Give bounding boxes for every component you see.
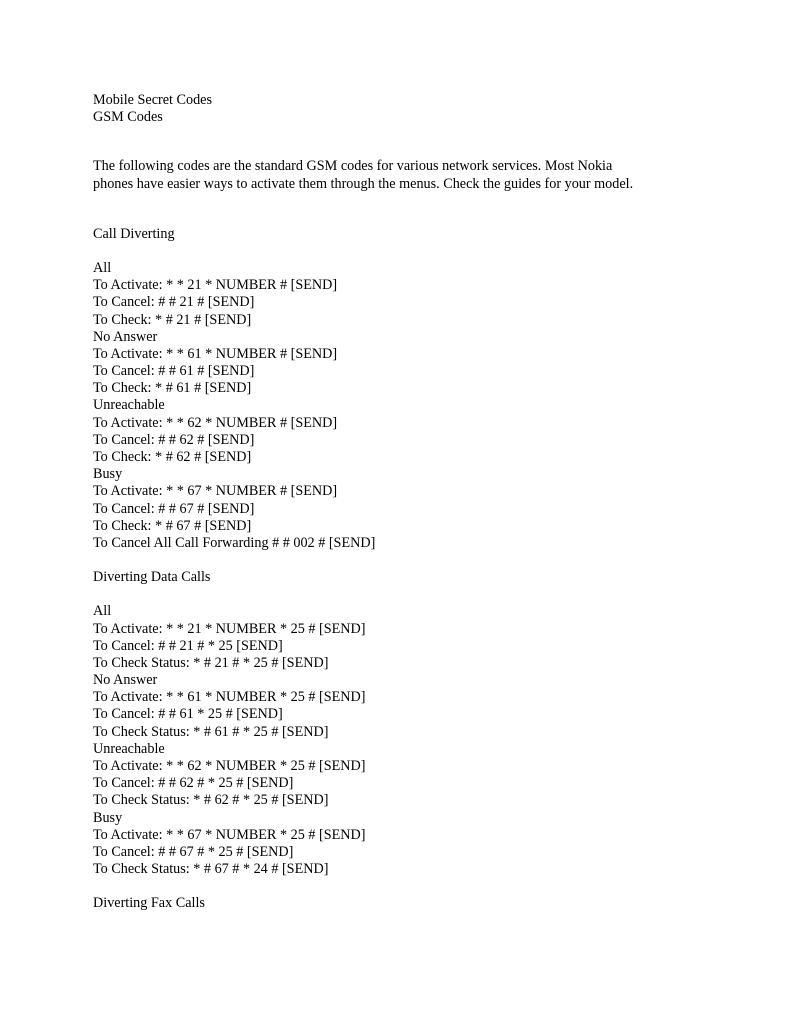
code-line: To Check Status: * # 61 # * 25 # [SEND] xyxy=(93,723,329,740)
intro-line-2: phones have easier ways to activate them through the menus. Check the guides for your model. xyxy=(93,175,634,192)
group-heading: All xyxy=(93,259,112,276)
group-heading: No Answer xyxy=(93,672,158,689)
group-heading: Busy xyxy=(93,466,123,483)
code-line: To Cancel: # # 21 # [SEND] xyxy=(93,294,255,311)
code-line: To Activate: * * 61 * NUMBER * 25 # [SEND] xyxy=(93,689,366,706)
code-line: To Activate: * * 67 * NUMBER * 25 # [SEND] xyxy=(93,826,366,843)
code-line: To Activate: * * 61 * NUMBER # [SEND] xyxy=(93,345,338,362)
group-heading: All xyxy=(93,603,112,620)
document-subtitle: GSM Codes xyxy=(93,109,163,126)
group-heading: No Answer xyxy=(93,328,158,345)
code-line: To Cancel: # # 61 * 25 # [SEND] xyxy=(93,706,283,723)
code-line: To Activate: * * 21 * NUMBER * 25 # [SEND] xyxy=(93,620,366,637)
code-line-cancel-all: To Cancel All Call Forwarding # # 002 # [SEND] xyxy=(93,534,376,551)
code-line: To Cancel: # # 21 # * 25 [SEND] xyxy=(93,637,283,654)
spacer xyxy=(93,243,753,260)
group-heading: Busy xyxy=(93,809,123,826)
code-line: To Check: * # 21 # [SEND] xyxy=(93,311,252,328)
code-line: To Cancel: # # 67 # [SEND] xyxy=(93,500,255,517)
code-line: To Check Status: * # 67 # * 24 # [SEND] xyxy=(93,861,329,878)
spacer xyxy=(93,126,753,158)
spacer xyxy=(93,193,753,226)
spacer xyxy=(93,552,753,569)
code-line: To Cancel: # # 62 # [SEND] xyxy=(93,431,255,448)
spacer xyxy=(93,878,753,895)
code-line: To Cancel: # # 67 # * 25 # [SEND] xyxy=(93,843,294,860)
code-line: To Activate: * * 62 * NUMBER # [SEND] xyxy=(93,414,338,431)
spacer xyxy=(93,586,753,603)
code-line: To Activate: * * 67 * NUMBER # [SEND] xyxy=(93,483,338,500)
section-heading-diverting-fax-calls: Diverting Fax Calls xyxy=(93,895,205,912)
code-line: To Check: * # 67 # [SEND] xyxy=(93,517,252,534)
code-line: To Check Status: * # 21 # * 25 # [SEND] xyxy=(93,654,329,671)
code-line: To Activate: * * 21 * NUMBER # [SEND] xyxy=(93,277,338,294)
code-line: To Cancel: # # 62 # * 25 # [SEND] xyxy=(93,775,294,792)
document-title: Mobile Secret Codes xyxy=(93,92,212,108)
code-line: To Cancel: # # 61 # [SEND] xyxy=(93,363,255,380)
code-line: To Check: * # 62 # [SEND] xyxy=(93,449,252,465)
code-line: To Check Status: * # 62 # * 25 # [SEND] xyxy=(93,792,329,809)
group-heading: Unreachable xyxy=(93,397,165,414)
intro-line-1: The following codes are the standard GSM codes for various network services. Most Nokia xyxy=(93,158,613,175)
section-heading-call-diverting: Call Diverting xyxy=(93,225,175,242)
code-line: To Activate: * * 62 * NUMBER * 25 # [SEND] xyxy=(93,758,366,774)
group-heading: Unreachable xyxy=(93,740,165,757)
document-page xyxy=(93,92,753,913)
section-heading-diverting-data-calls: Diverting Data Calls xyxy=(93,569,211,586)
code-line: To Check: * # 61 # [SEND] xyxy=(93,380,252,397)
